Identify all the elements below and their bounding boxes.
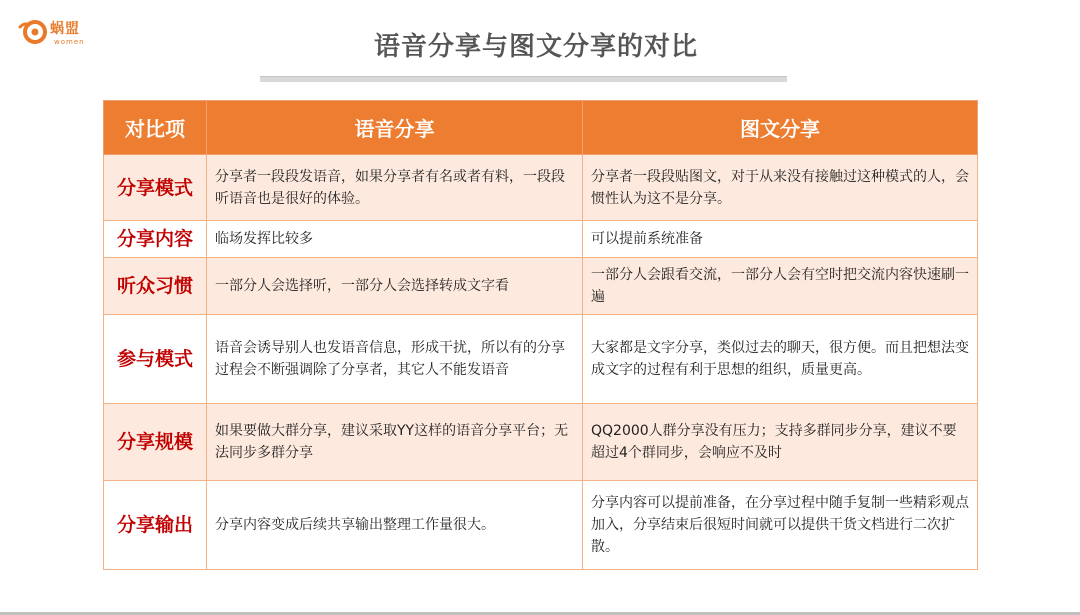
title-underline [260, 76, 787, 82]
row-voice: 如果要做大群分享，建议采取YY这样的语音分享平台；无法同步多群分享 [207, 404, 583, 481]
row-item: 参与模式 [104, 315, 207, 404]
table-header-row [104, 101, 978, 155]
table-row [104, 481, 978, 570]
row-text: 分享者一段段贴图文，对于从来没有接触过这种模式的人，会惯性认为这不是分享。 [583, 155, 978, 221]
row-item: 听众习惯 [104, 258, 207, 315]
row-text: 可以提前系统准备 [583, 221, 978, 258]
table-row [104, 155, 978, 221]
table-row [104, 404, 978, 481]
brand-name: 蜗盟 [50, 21, 80, 37]
table-row [104, 221, 978, 258]
row-voice: 临场发挥比较多 [207, 221, 583, 258]
row-voice: 一部分人会选择听，一部分人会选择转成文字看 [207, 258, 583, 315]
table-row [104, 258, 978, 315]
row-item: 分享内容 [104, 221, 207, 258]
row-item: 分享规模 [104, 404, 207, 481]
row-text: 分享内容可以提前准备，在分享过程中随手复制一些精彩观点加入，分享结束后很短时间就可以提供干货文档进行二次扩散。 [583, 481, 978, 570]
row-text: 大家都是文字分享，类似过去的聊天，很方便。而且把想法变成文字的过程有利于思想的组织，质量更高。 [583, 315, 978, 404]
page-title: 语音分享与图文分享的对比 [373, 32, 698, 62]
row-voice: 语音会诱导别人也发语音信息，形成干扰，所以有的分享过程会不断强调除了分享者，其它人不能发语音 [207, 315, 583, 404]
brand-subtitle: women [54, 38, 85, 46]
comparison-table [103, 100, 978, 570]
header-item: 对比项 [104, 101, 207, 155]
row-voice: 分享内容变成后续共享输出整理工作量很大。 [207, 481, 583, 570]
row-voice: 分享者一段段发语音，如果分享者有名或者有料，一段段听语音也是很好的体验。 [207, 155, 583, 221]
row-item: 分享模式 [104, 155, 207, 221]
table-row [104, 315, 978, 404]
header-voice: 语音分享 [207, 101, 583, 155]
row-text: 一部分人会跟看交流，一部分人会有空时把交流内容快速刷一遍 [583, 258, 978, 315]
header-text: 图文分享 [583, 101, 978, 155]
row-item: 分享输出 [104, 481, 207, 570]
row-text: QQ2000人群分享没有压力；支持多群同步分享，建议不要超过4个群同步，会响应不及时 [583, 404, 978, 481]
